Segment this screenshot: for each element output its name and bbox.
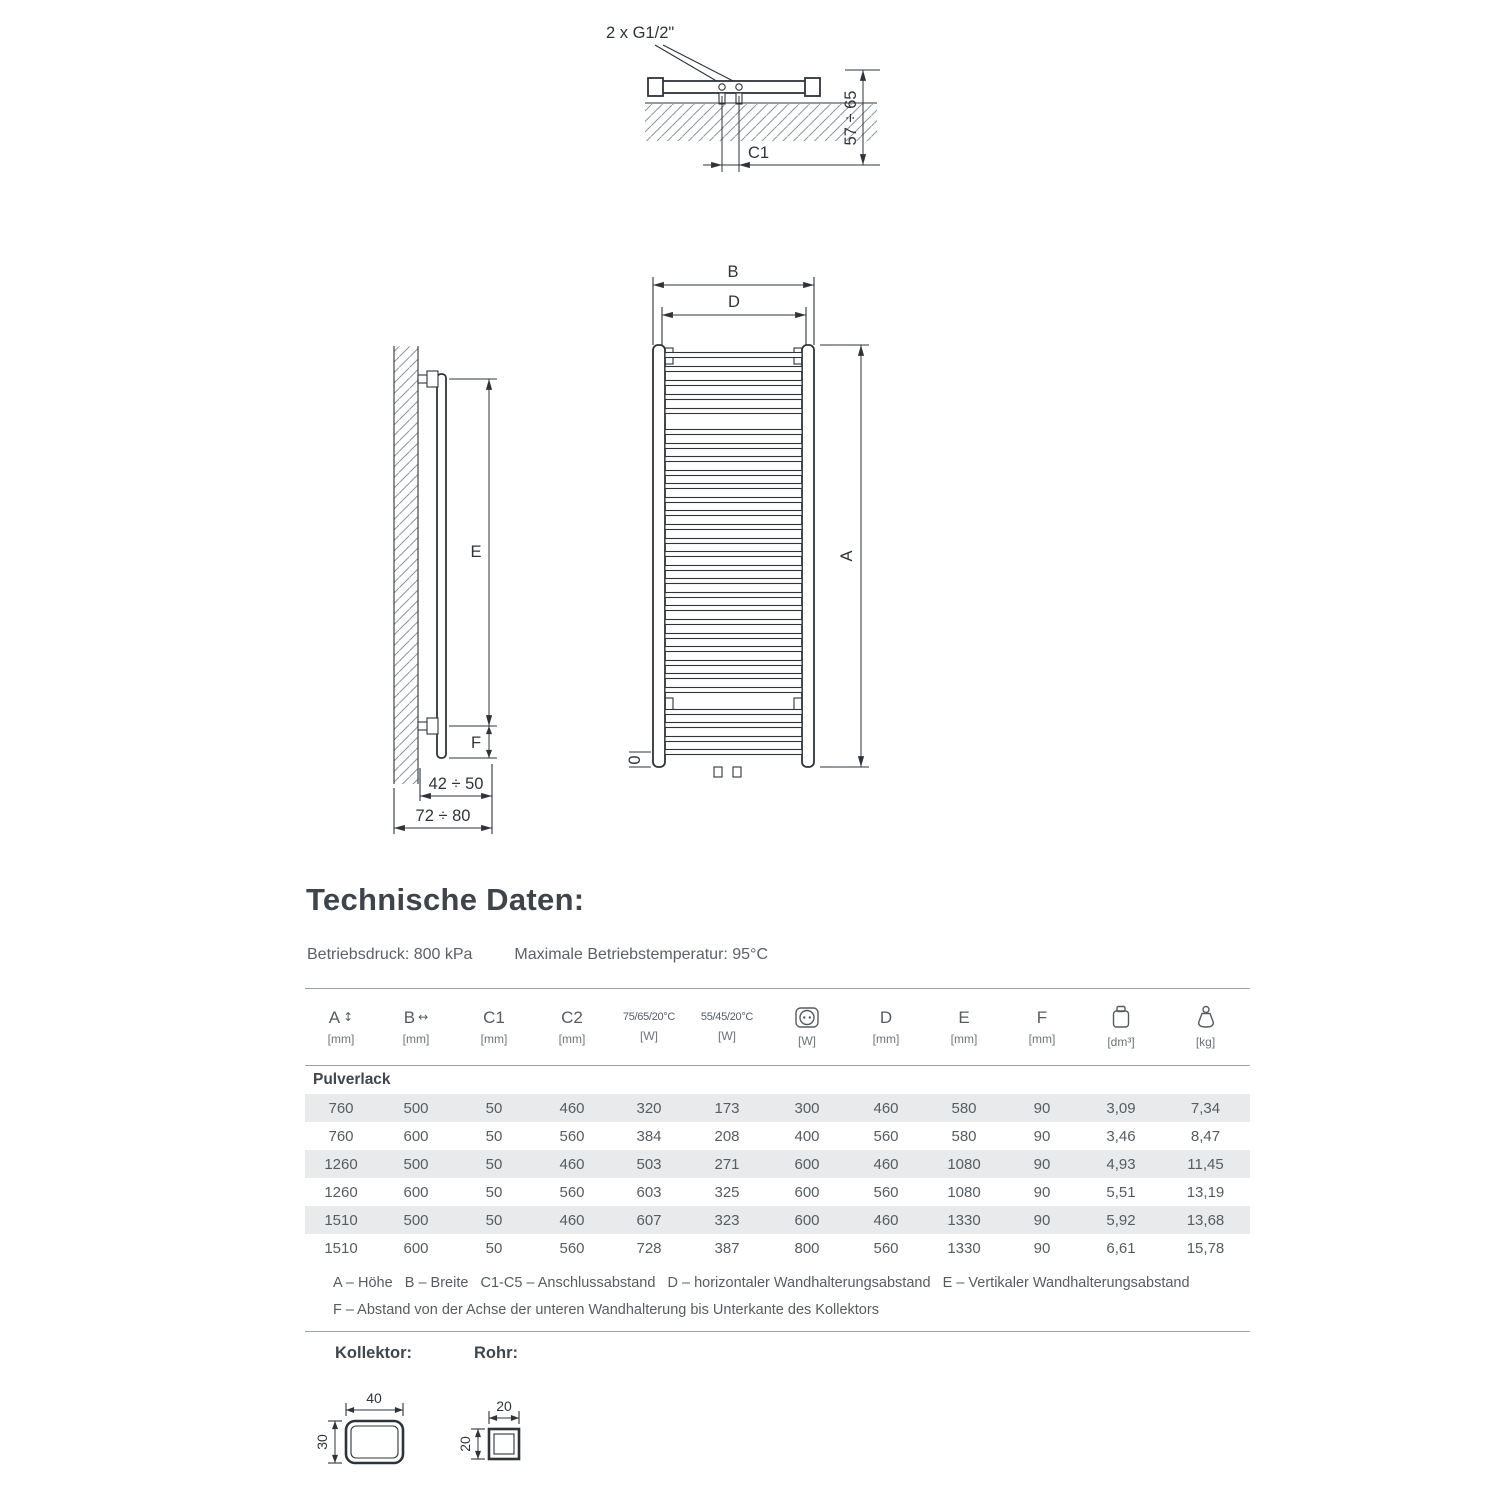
dim-label-b: B	[727, 263, 739, 281]
table-cell: 1260	[324, 1183, 358, 1201]
column-label: 55/45/20°C	[700, 1010, 754, 1023]
wall-hatch	[394, 346, 418, 784]
column-label: E	[958, 1007, 970, 1027]
table-cell: 50	[485, 1155, 503, 1173]
table-cell: 560	[873, 1127, 899, 1145]
collector-bar	[656, 81, 812, 93]
table-cell: 173	[714, 1099, 740, 1117]
table-cell: 460	[873, 1155, 899, 1173]
table-cell: 560	[873, 1183, 899, 1201]
table-cell: 1330	[947, 1239, 981, 1257]
table-cell: 90	[1033, 1211, 1051, 1229]
table-cell: 90	[1033, 1183, 1051, 1201]
table-cell: 90	[1033, 1099, 1051, 1117]
column-header-power-75	[611, 1012, 687, 1043]
table-cell: 7,34	[1190, 1099, 1221, 1117]
connection-port	[719, 84, 725, 90]
table-cell: 50	[485, 1127, 503, 1145]
column-unit: [mm]	[950, 1031, 978, 1046]
table-cell: 50	[485, 1239, 503, 1257]
dim-label-kollektor-width: 40	[366, 1390, 382, 1406]
radiator-rung	[665, 430, 802, 435]
radiator-rung	[665, 353, 802, 358]
column-label: C2	[561, 1007, 583, 1027]
column-unit: [mm]	[1028, 1031, 1056, 1046]
side-view-drawing	[394, 346, 497, 834]
dim-label-depth2: 72 ÷ 80	[415, 807, 471, 825]
radiator-side-profile	[437, 374, 446, 758]
table-cell: 3,09	[1106, 1099, 1136, 1117]
radiator-rung	[665, 674, 802, 679]
radiator-rung	[665, 579, 802, 584]
column-unit: [mm]	[558, 1031, 586, 1046]
top-view-drawing	[606, 24, 880, 172]
table-cell: 1330	[947, 1211, 981, 1229]
table-cell: 50	[485, 1183, 503, 1201]
table-cell: 1510	[324, 1211, 358, 1229]
leader-line	[663, 45, 737, 83]
table-cell: 600	[794, 1211, 820, 1229]
table-cell: 3,46	[1106, 1127, 1136, 1145]
column-label: D	[879, 1007, 893, 1027]
table-legend	[305, 1270, 1250, 1324]
table-cell: 503	[636, 1155, 662, 1173]
radiator-rung	[665, 498, 802, 503]
table-cell: 580	[951, 1099, 977, 1117]
column-header-c1	[455, 1009, 533, 1046]
rohr-label: Rohr:	[474, 1344, 518, 1362]
rohr-cross-section	[457, 1398, 519, 1459]
table-cell: 728	[636, 1239, 662, 1257]
table-cell: 4,93	[1106, 1155, 1136, 1173]
table-cell: 6,61	[1106, 1239, 1136, 1257]
column-label: B	[403, 1007, 416, 1027]
column-header-electric	[767, 1007, 847, 1048]
dim-label-c1: C1	[748, 144, 770, 162]
column-unit: [dm³]	[1107, 1035, 1135, 1049]
dim-label-depth1: 42 ÷ 50	[428, 775, 484, 793]
dim-label-d: D	[728, 293, 740, 311]
radiator-rung	[665, 723, 802, 728]
table-cell: 460	[873, 1211, 899, 1229]
table-cell: 320	[636, 1099, 662, 1117]
dim-label-kollektor-height: 30	[314, 1434, 330, 1450]
radiator-rung	[665, 593, 802, 598]
table-cell: 11,45	[1187, 1155, 1224, 1173]
table-cell: 300	[794, 1099, 820, 1117]
dim-label-zero: 0	[626, 755, 644, 765]
collector-end-cap	[805, 78, 820, 96]
radiator-rung	[665, 511, 802, 516]
legend-line-2: F – Abstand von der Achse der unteren Wandhalterung bis Unterkante des Kollektors	[333, 1302, 879, 1318]
table-cell: 1080	[947, 1155, 981, 1173]
kollektor-inner-wall	[351, 1426, 398, 1458]
dim-label-rohr-width: 20	[496, 1398, 512, 1414]
column-header-width	[377, 1009, 455, 1046]
radiator-rung	[665, 661, 802, 666]
radiator-rung	[665, 750, 802, 755]
kollektor-label: Kollektor:	[335, 1344, 413, 1362]
table-cell: 560	[559, 1183, 585, 1201]
table-cell: 460	[559, 1211, 585, 1229]
table-row	[305, 1206, 1250, 1234]
table-cell: 760	[328, 1127, 354, 1145]
leftright-arrow-icon: ↔	[418, 1010, 429, 1024]
column-header-f	[1003, 1009, 1081, 1046]
leader-line	[655, 45, 720, 83]
section-divider	[305, 1331, 1250, 1332]
technical-data-table	[305, 988, 1250, 1324]
radiator-rung	[665, 409, 802, 414]
table-cell: 580	[951, 1127, 977, 1145]
radiator-rung	[665, 539, 802, 544]
collector-tube-left	[653, 345, 665, 767]
column-unit: [mm]	[402, 1031, 430, 1046]
dim-label-rohr-height: 20	[457, 1436, 473, 1452]
table-cell: 5,92	[1106, 1211, 1136, 1229]
bottom-connection	[714, 767, 722, 777]
table-cell: 500	[403, 1211, 429, 1229]
table-cell: 800	[794, 1239, 820, 1257]
table-cell: 600	[403, 1239, 429, 1257]
collector-end-cap	[648, 78, 663, 96]
radiator-rung	[665, 367, 802, 372]
table-cell: 323	[714, 1211, 740, 1229]
radiator-rung	[665, 606, 802, 611]
spec-line	[307, 946, 768, 964]
wall-bracket	[427, 718, 438, 734]
table-row	[305, 1178, 1250, 1206]
table-cell: 13,68	[1186, 1211, 1225, 1229]
column-header-weight	[1161, 1005, 1250, 1049]
max-temperature: Maximale Betriebstemperatur: 95°C	[514, 946, 769, 963]
weight-bag-icon	[1195, 1005, 1217, 1029]
column-label: 75/65/20°C	[622, 1010, 676, 1023]
connection-port	[736, 84, 742, 90]
kollektor-cross-section	[314, 1390, 403, 1463]
column-header-height	[305, 1009, 377, 1046]
table-cell: 90	[1033, 1127, 1051, 1145]
radiator-rung	[665, 688, 802, 693]
column-unit: [W]	[798, 1033, 816, 1048]
table-cell: 15,78	[1186, 1239, 1225, 1257]
radiator-rungs	[665, 353, 802, 755]
table-body	[305, 1094, 1250, 1262]
kollektor-outer-wall	[346, 1421, 403, 1463]
column-header-c2	[533, 1009, 611, 1046]
table-cell: 271	[714, 1155, 740, 1173]
column-unit: [kg]	[1195, 1035, 1216, 1049]
radiator-rung	[665, 395, 802, 400]
table-cell: 90	[1033, 1155, 1051, 1173]
radiator-rung	[665, 484, 802, 489]
table-cell: 560	[559, 1239, 585, 1257]
section-label: Pulverlack	[313, 1071, 391, 1088]
radiator-rung	[665, 457, 802, 462]
table-cell: 387	[714, 1239, 740, 1257]
table-cell: 560	[873, 1239, 899, 1257]
power-socket-icon	[795, 1007, 819, 1028]
table-cell: 500	[403, 1155, 429, 1173]
table-cell: 600	[403, 1183, 429, 1201]
column-header-d	[847, 1009, 925, 1046]
table-cell: 50	[485, 1099, 503, 1117]
table-cell: 560	[559, 1127, 585, 1145]
radiator-rung	[665, 471, 802, 476]
dim-label-connector: 2 x G1/2"	[606, 24, 675, 42]
bottom-connection	[733, 767, 741, 777]
cross-section-drawing	[300, 1380, 620, 1490]
dim-label-e: E	[470, 543, 482, 561]
table-cell: 50	[485, 1211, 503, 1229]
radiator-rung	[665, 647, 802, 652]
column-label: A	[328, 1007, 341, 1027]
radiator-rung	[665, 737, 802, 742]
column-unit: [W]	[640, 1028, 658, 1043]
table-cell: 400	[794, 1127, 820, 1145]
column-header-volume	[1081, 1005, 1161, 1049]
water-volume-icon	[1110, 1005, 1132, 1029]
table-cell: 13,19	[1186, 1183, 1225, 1201]
table-cell: 500	[403, 1099, 429, 1117]
table-cell: 460	[559, 1155, 585, 1173]
table-cell: 1510	[324, 1239, 358, 1257]
table-cell: 603	[636, 1183, 662, 1201]
column-unit: [mm]	[480, 1031, 508, 1046]
column-label: C1	[483, 1007, 505, 1027]
table-row	[305, 1094, 1250, 1122]
column-unit: [W]	[718, 1028, 736, 1043]
table-cell: 600	[403, 1127, 429, 1145]
radiator-rung	[665, 381, 802, 386]
table-cell: 1260	[324, 1155, 358, 1173]
table-cell: 8,47	[1190, 1127, 1221, 1145]
radiator-rung	[665, 710, 802, 715]
table-cell: 5,51	[1106, 1183, 1136, 1201]
radiator-rung	[665, 525, 802, 530]
table-cell: 460	[559, 1099, 585, 1117]
rohr-inner-wall	[494, 1434, 514, 1454]
table-row	[305, 1234, 1250, 1262]
table-cell: 384	[636, 1127, 662, 1145]
column-unit: [mm]	[327, 1031, 355, 1046]
collector-tube-right	[802, 345, 814, 767]
column-unit: [mm]	[872, 1031, 900, 1046]
dim-label-f: F	[470, 734, 482, 752]
column-label: F	[1036, 1007, 1048, 1027]
column-header-e	[925, 1009, 1003, 1046]
radiator-rung	[665, 620, 802, 625]
radiator-rung	[665, 634, 802, 639]
legend-line-1: A – Höhe B – Breite C1-C5 – Anschlussabstand D – horizontaler Wandhalterungsabstand E – Vertikaler Wandhalterungsabstand	[333, 1275, 1190, 1291]
radiator-rung	[665, 552, 802, 557]
table-cell: 1080	[947, 1183, 981, 1201]
table-cell: 90	[1033, 1239, 1051, 1257]
wall-bracket	[427, 371, 438, 387]
table-header	[305, 988, 1250, 1066]
radiator-rung	[665, 444, 802, 449]
operating-pressure: Betriebsdruck: 800 kPa	[307, 946, 473, 963]
table-cell: 325	[714, 1183, 740, 1201]
table-cell: 460	[873, 1099, 899, 1117]
page-title: Technische Daten:	[306, 882, 585, 917]
radiator-rung	[665, 566, 802, 571]
table-cell: 208	[714, 1127, 740, 1145]
dim-label-a: A	[838, 550, 856, 562]
dim-label-depth: 57 ÷ 65	[842, 90, 860, 146]
table-cell: 600	[794, 1183, 820, 1201]
table-cell: 760	[328, 1099, 354, 1117]
table-row	[305, 1122, 1250, 1150]
updown-arrow-icon: ↕	[343, 1010, 354, 1024]
front-view-drawing	[626, 263, 869, 777]
column-header-power-55	[687, 1012, 767, 1043]
table-row	[305, 1150, 1250, 1178]
table-cell: 607	[636, 1211, 662, 1229]
table-cell: 600	[794, 1155, 820, 1173]
